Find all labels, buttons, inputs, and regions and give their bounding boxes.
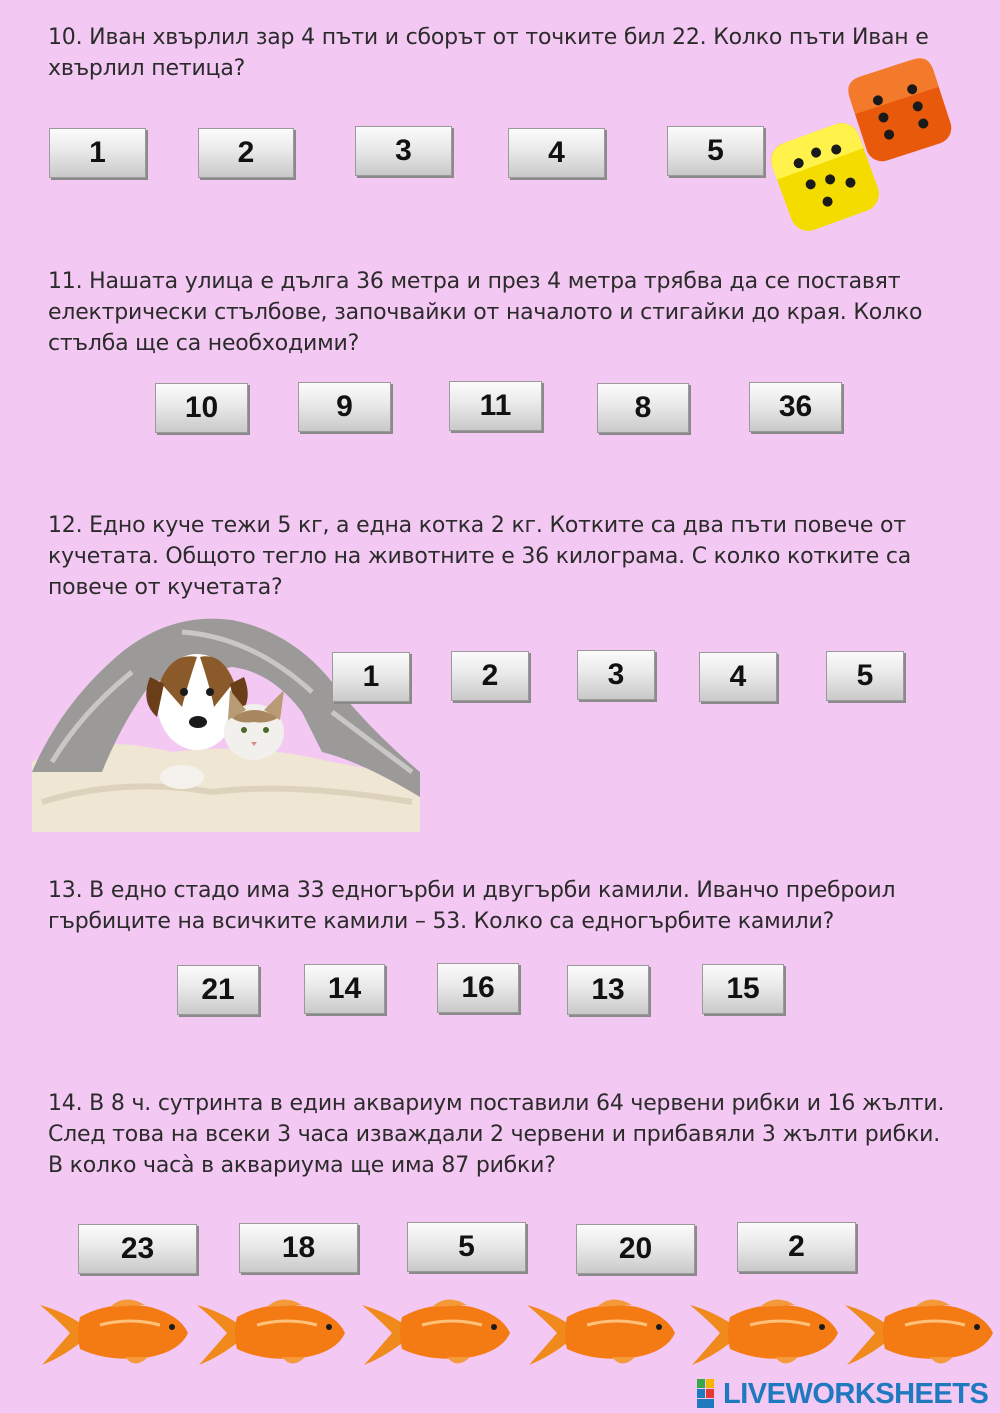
goldfish-icon — [40, 1299, 188, 1365]
q14-option-3[interactable]: 5 — [407, 1222, 526, 1272]
q11-option-1[interactable]: 10 — [155, 383, 248, 433]
q13-option-1[interactable]: 21 — [177, 965, 259, 1015]
q13-option-3[interactable]: 16 — [437, 963, 519, 1013]
question-12-text: 12. Едно куче тежи 5 кг, а една котка 2 кг. Котките са два пъти повече от кучетата. Общото тегло на животните е 36 килограма. С колко котките са повече от кучетата? — [48, 513, 912, 600]
liveworksheets-logo — [697, 1377, 988, 1411]
question-10-text: 10. Иван хвърлил зар 4 пъти и сборът от точките бил 22. Колко пъти Иван е хвърлил петица? — [48, 25, 929, 81]
goldfish-icon — [362, 1299, 510, 1365]
question-11-text: 11. Нашата улица е дълга 36 метра и през 4 метра трябва да се поставят електрически стълбове, започвайки от началото и стигайки до края. Колко стълба ще са необходими? — [48, 269, 923, 356]
q11-option-4[interactable]: 8 — [597, 383, 689, 433]
q10-option-4[interactable]: 4 — [508, 128, 605, 178]
goldfish-row — [40, 1295, 995, 1375]
liveworksheets-logo-icon — [697, 1379, 723, 1409]
q14-option-2[interactable]: 18 — [239, 1223, 358, 1273]
goldfish-icon — [845, 1299, 993, 1365]
question-13-text: 13. В едно стадо има 33 едногърби и двугърби камили. Иванчо преброил гърбиците на всичките камили – 53. Колко са едногърбите камили? — [48, 878, 896, 934]
q12-option-2[interactable]: 2 — [451, 651, 529, 701]
dog-cat-image — [32, 612, 420, 832]
q14-option-5[interactable]: 2 — [737, 1222, 856, 1272]
question-14-text: 14. В 8 ч. сутринта в един аквариум поставили 64 червени рибки и 16 жълти. След това на всеки 3 часа изваждали 2 червени и прибавяли 3 жълти рибки. В колко часа̀ в аквариума ще има 87 рибки? — [48, 1091, 945, 1178]
q14-option-1[interactable]: 23 — [78, 1224, 197, 1274]
dice-icon — [765, 55, 965, 235]
liveworksheets-logo-text: LIVEWORKSHEETS — [723, 1377, 989, 1410]
q13-option-2[interactable]: 14 — [304, 964, 385, 1014]
q13-option-5[interactable]: 15 — [702, 964, 784, 1014]
q12-option-3[interactable]: 3 — [577, 650, 655, 700]
q11-option-3[interactable]: 11 — [449, 381, 542, 431]
q10-option-2[interactable]: 2 — [198, 128, 294, 178]
goldfish-icon — [527, 1299, 675, 1365]
q14-option-4[interactable]: 20 — [576, 1224, 695, 1274]
q12-option-1[interactable]: 1 — [332, 652, 410, 702]
q11-option-2[interactable]: 9 — [298, 382, 391, 432]
q10-option-5[interactable]: 5 — [667, 126, 764, 176]
goldfish-icon — [690, 1299, 838, 1365]
q11-option-5[interactable]: 36 — [749, 382, 842, 432]
q12-option-4[interactable]: 4 — [699, 652, 777, 702]
q13-option-4[interactable]: 13 — [567, 965, 649, 1015]
q12-option-5[interactable]: 5 — [826, 651, 904, 701]
q10-option-1[interactable]: 1 — [49, 128, 146, 178]
q10-option-3[interactable]: 3 — [355, 126, 452, 176]
goldfish-icon — [197, 1299, 345, 1365]
